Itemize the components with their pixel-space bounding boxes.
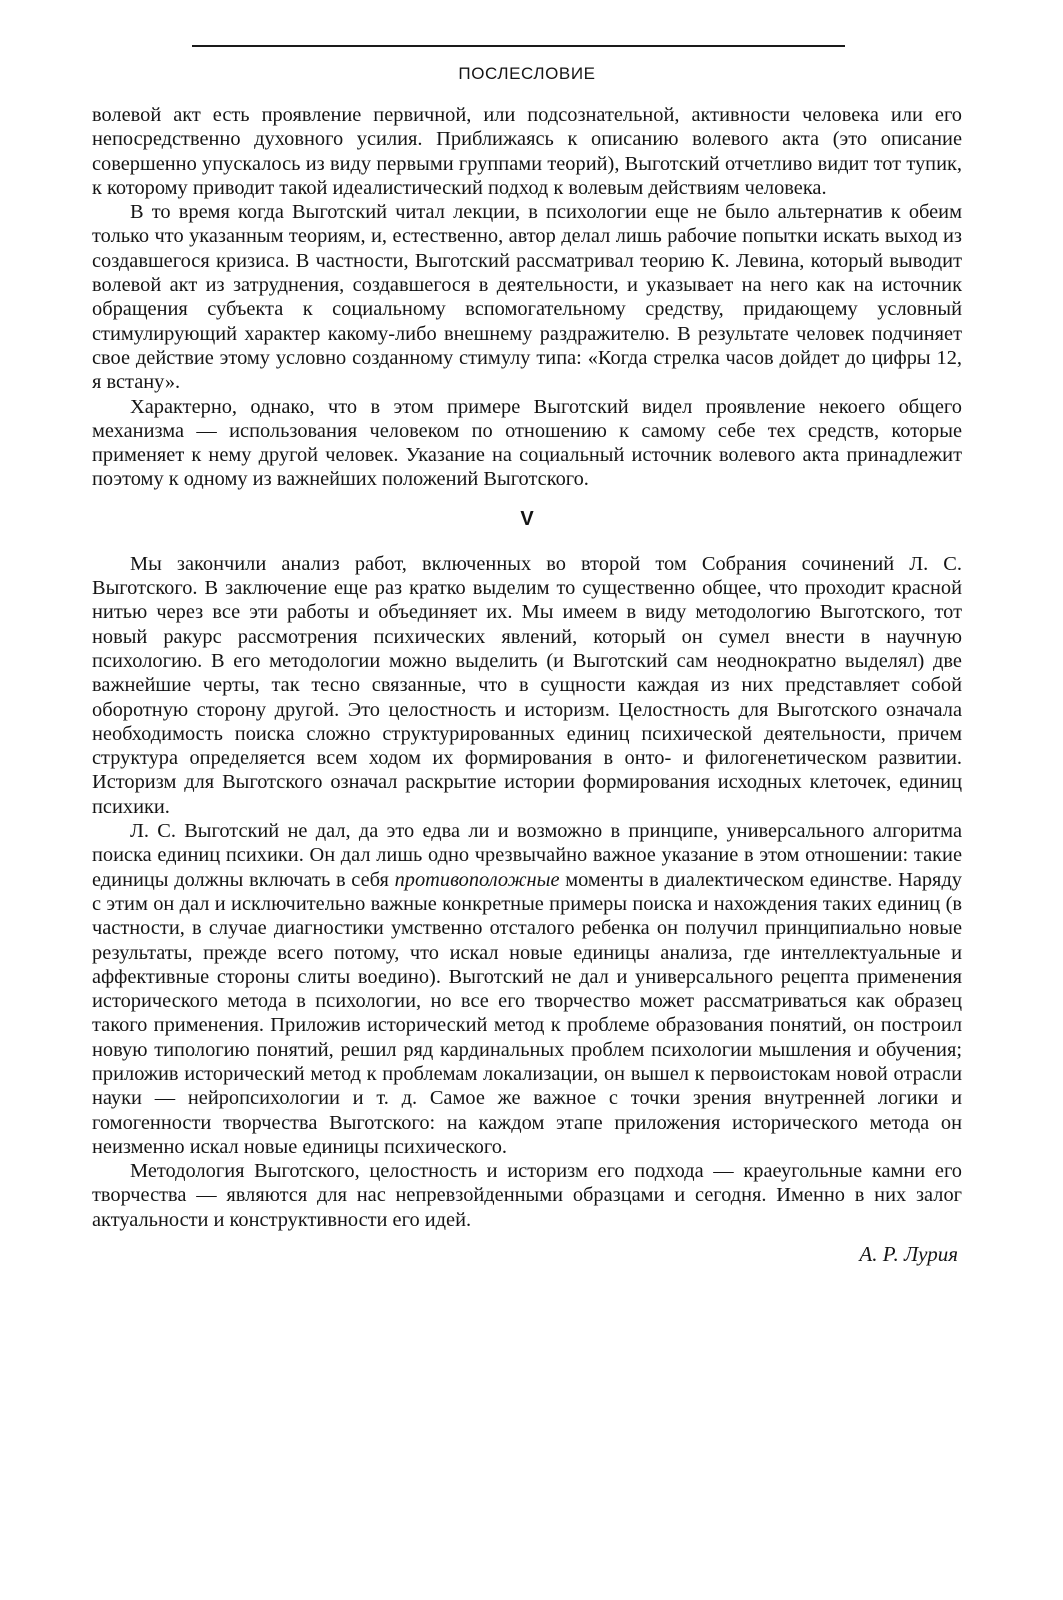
author-signature: А. Р. Лурия [859,1242,958,1267]
section-number: V [520,507,534,530]
paragraph-social-source: Характерно, однако, что в этом примере Выготский видел проявление некоего общего механизма — использования человеком по отношению к самому себе тех средств, которые применяет к нему другой человек. Указание на социальный источник волевого акта принадлежит поэтому к одному из важнейших положений Выготского. [92,395,962,491]
body-text [92,103,962,1266]
header-rule [192,45,845,47]
paragraph-continued: волевой акт есть проявление первичной, или подсознательной, активности человека или его непосредственно духовного усилия. Приближаясь к описанию волевого акта (это описание совершенно упускалось из виду первыми группами теорий), Выготский отчетливо видит тот тупик, к которому приводит такой идеалистический подход к волевым действиям человека. [92,104,962,199]
emphasized-word: противоположные [394,868,560,891]
paragraph-lewin-theory: В то время когда Выготский читал лекции, в психологии еще не было альтернатив к обеим только что указанным теориям, и, естественно, автор делал лишь рабочие попытки искать выход из создавшегося кризиса. В частности, Выготский рассматривал теорию К. Левина, который выводит волевой акт из затруднения, создавшегося в деятельности, и указывает на него как на источник обращения субъекта к социальному вспомогательному средству, придающему условный стимулирующий характер какому-либо внешнему раздражителю. В результате человек подчиняет свое действие этому условно созданному стимулу типа: «Когда стрелка часов дойдет до цифры 12, я встану». [92,201,962,394]
paragraph-text-part: Л. С. Выготский не дал, да это едва ли и возможно в принципе, универсального алгоритма поиска единиц психики. Он дал лишь одно чрезвычайно важное указание в этом отношении: такие единицы должны включать в себя [92,820,962,891]
paragraph-conclusion: Методология Выготского, целостность и историзм его подхода — краеугольные камни его творчества — являются для нас непревзойденными образцами и сегодня. Именно в них залог актуальности и конструктивности его идей. [92,1160,962,1231]
running-head: ПОСЛЕСЛОВИЕ [458,64,596,83]
paragraph-methodology: Мы закончили анализ работ, включенных во второй том Собрания сочинений Л. С. Выготского. В заключение еще раз кратко выделим то существенно общее, что проходит красной нитью через все эти работы и объединяет их. Мы имеем в виду методологию Выготского, тот новый ракурс рассмотрения психических явлений, который он сумел внести в научную психологию. В его методологии можно выделить (и Выготский сам неоднократно выделял) две важнейшие черты, так тесно связанные, что в сущности каждая из них представляет собой оборотную сторону другой. Это целостность и историзм. Целостность для Выготского означала необходимость поиска сложно структурированных единиц психической деятельности, причем структура определяется всем ходом их формирования в онто- и филогенетическом развитии. Историзм для Выготского означал раскрытие истории формирования исходных клеточек, единиц психики. [92,552,962,818]
paragraph-units-of-psyche [92,819,962,1159]
paragraph-text-part: моменты в диалектическом единстве. Наряду с этим он дал и исключительно важные конкретные примеры поиска и нахождения таких единиц (в частности, в случае диагностики умственно отсталого ребенка он получил принципиально новые результаты, прежде всего потому, что искал новые единицы анализа, где интеллектуальные и аффективные стороны слиты воедино). Выготский не дал и универсального рецепта применения исторического метода в психологии, но все его творчество может рассматриваться как образец такого применения. Приложив исторический метод к проблеме образования понятий, он построил новую типологию понятий, решил ряд кардинальных проблем психологии мышления и обучения; приложив исторический метод к проблемам локализации, он вышел к первоистокам новой отрасли науки — нейропсихологии и т. д. Самое же важное с точки зрения внутренней логики и гомогенности творчества Выготского: на каждом этапе приложения исторического метода он неизменно искал новые единицы психического. [92,868,963,1158]
